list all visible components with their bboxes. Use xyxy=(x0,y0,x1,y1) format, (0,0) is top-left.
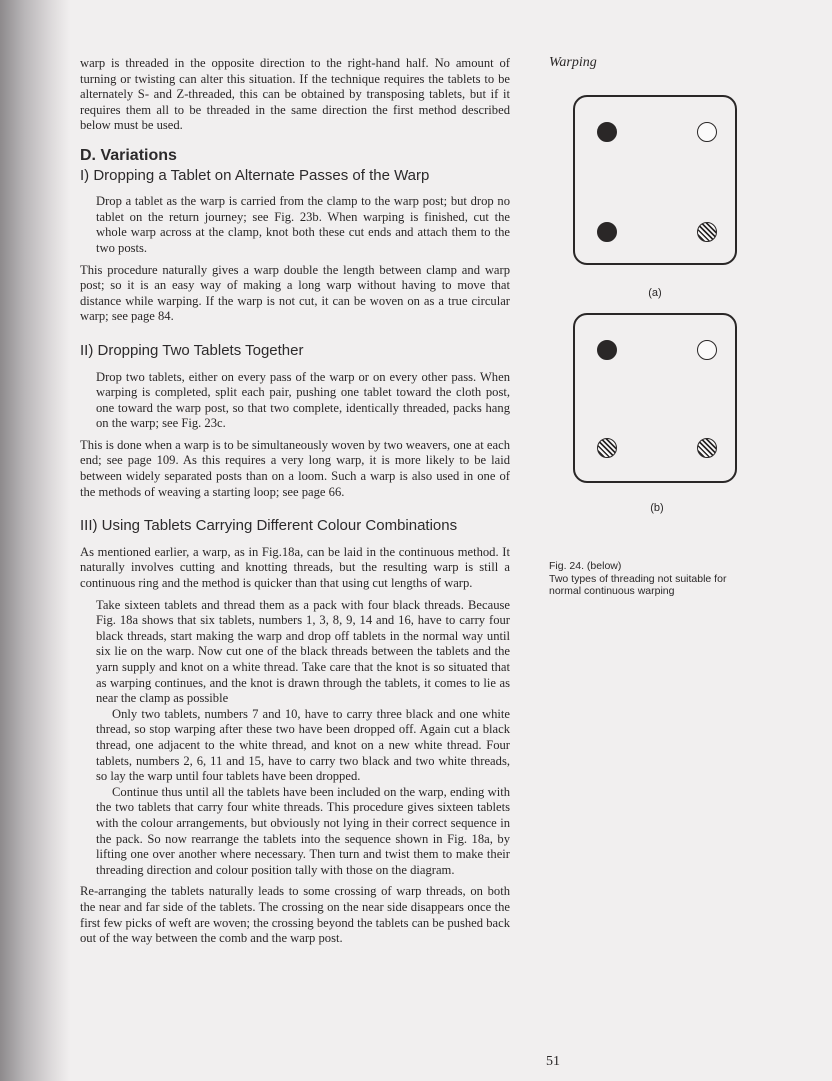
paragraph: Continue thus until all the tablets have been included on the warp, ending with the two tablets that carry four white threads. This procedure gives sixteen tablets with the colour arrangements, but obviously not lying in their correct sequence in the pack. So now rearrange the tablets into the sequence shown in Fig. 18a, by lifting one over another where necessary. Then turn and twist them to make their threading direction and colour position tally with those on the diagram. xyxy=(96,784,510,877)
tablet-diagram-a xyxy=(573,95,737,265)
hole-white-icon xyxy=(697,122,717,142)
figure-label-a: (a) xyxy=(648,287,662,299)
paragraph: Drop a tablet as the warp is carried from the clamp to the warp post; but drop no tablet on the return journey; see Fig. 23b. When warping is finished, cut the whole warp across at the clamp, knot both these cut ends and attach them to the two posts. xyxy=(96,194,510,255)
tablet-diagram-b xyxy=(573,313,737,483)
caption-text: Two types of threading not suitable for normal continuous warping xyxy=(549,572,727,597)
hole-hatched-icon xyxy=(697,222,717,242)
paragraph: Take sixteen tablets and thread them as a pack with four black threads. Because Fig. 18a shows that six tablets, numbers 1, 3, 8, 9, 14 and 16, have to carry four black threads, start making the warp and drop off tablets in the normal way until six lie on the warp. Now cut one of the black threads between the tablets and the yarn supply and knot on a white thread. Take care that the knot is so situated that as warping continues, and the knot is drawn through the tablets, it comes to lie as near the clamp as possible xyxy=(96,597,510,706)
hole-black-icon xyxy=(597,340,617,360)
hole-black-icon xyxy=(597,122,617,142)
figure-label-b: (b) xyxy=(650,502,664,514)
page-number: 51 xyxy=(546,1054,560,1069)
subsection-heading-3: III) Using Tablets Carrying Different Colour Combinations xyxy=(80,517,458,535)
section-heading: D. Variations xyxy=(80,146,177,164)
paragraph: Drop two tablets, either on every pass of the warp or on every other pass. When warping is completed, split each pair, pushing one tablet toward the cloth post, one toward the warp post, so that two complete, identically threaded, packs hang on the warp; see Fig. 23c. xyxy=(96,369,510,431)
hole-hatched-icon xyxy=(697,438,717,458)
paragraph: This is done when a warp is to be simultaneously woven by two weavers, one at each end; see page 109. As this requires a very long warp, it is more likely to be laid between widely separated posts than on a loom. Such a warp is also used in one of the methods of weaving a starting loop; see page 66. xyxy=(80,437,510,499)
paragraph: Only two tablets, numbers 7 and 10, have to carry three black and one white thread, so stop warping after these two have been dropped off. Again cut a black thread, one adjacent to the white thread, and knot on a new white thread. Four tablets, numbers 2, 6, 11 and 15, have to carry two black and two white threads, so lay the warp until four tablets have been dropped. xyxy=(96,706,510,784)
subsection-heading-1: I) Dropping a Tablet on Alternate Passes of the Warp xyxy=(80,166,430,184)
book-gutter-shadow xyxy=(0,0,70,1081)
paragraph: Re-arranging the tablets naturally leads to some crossing of warp threads, on both the near and far side of the tablets. The crossing on the near side disappears once the first few picks of weft are woven; the crossing beyond the tablets can be pushed back out of the way between the comb and the warp post. xyxy=(80,884,510,946)
hole-white-icon xyxy=(697,340,717,360)
intro-paragraph: warp is threaded in the opposite direction to the right-hand half. No amount of turning or twisting can alter this situation. If the technique requires the tablets to be alternately S- and Z-threaded, this can be obtained by transposing tablets, but if it requires them all to be threaded in the same direction the first method described below must be used. xyxy=(80,56,510,133)
paragraph: As mentioned earlier, a warp, as in Fig.18a, can be laid in the continuous method. It naturally involves cutting and knotting threads, but the resulting warp is still a continuous ring and the method is quicker than that using cut lengths of warp. xyxy=(80,544,510,591)
main-text-column xyxy=(80,56,510,947)
paragraph: This procedure naturally gives a warp double the length between clamp and warp post; so it is an easy way of making a long warp without having to move that distance while warping. If the warp is not cut, it can be woven on as a true circular warp; see page 84. xyxy=(80,262,510,324)
figure-caption xyxy=(549,560,759,598)
hole-hatched-icon xyxy=(597,438,617,458)
subsection-heading-2: II) Dropping Two Tablets Together xyxy=(80,341,304,359)
caption-title: Fig. 24. (below) xyxy=(549,560,622,572)
running-head: Warping xyxy=(549,55,597,70)
hole-black-icon xyxy=(597,222,617,242)
